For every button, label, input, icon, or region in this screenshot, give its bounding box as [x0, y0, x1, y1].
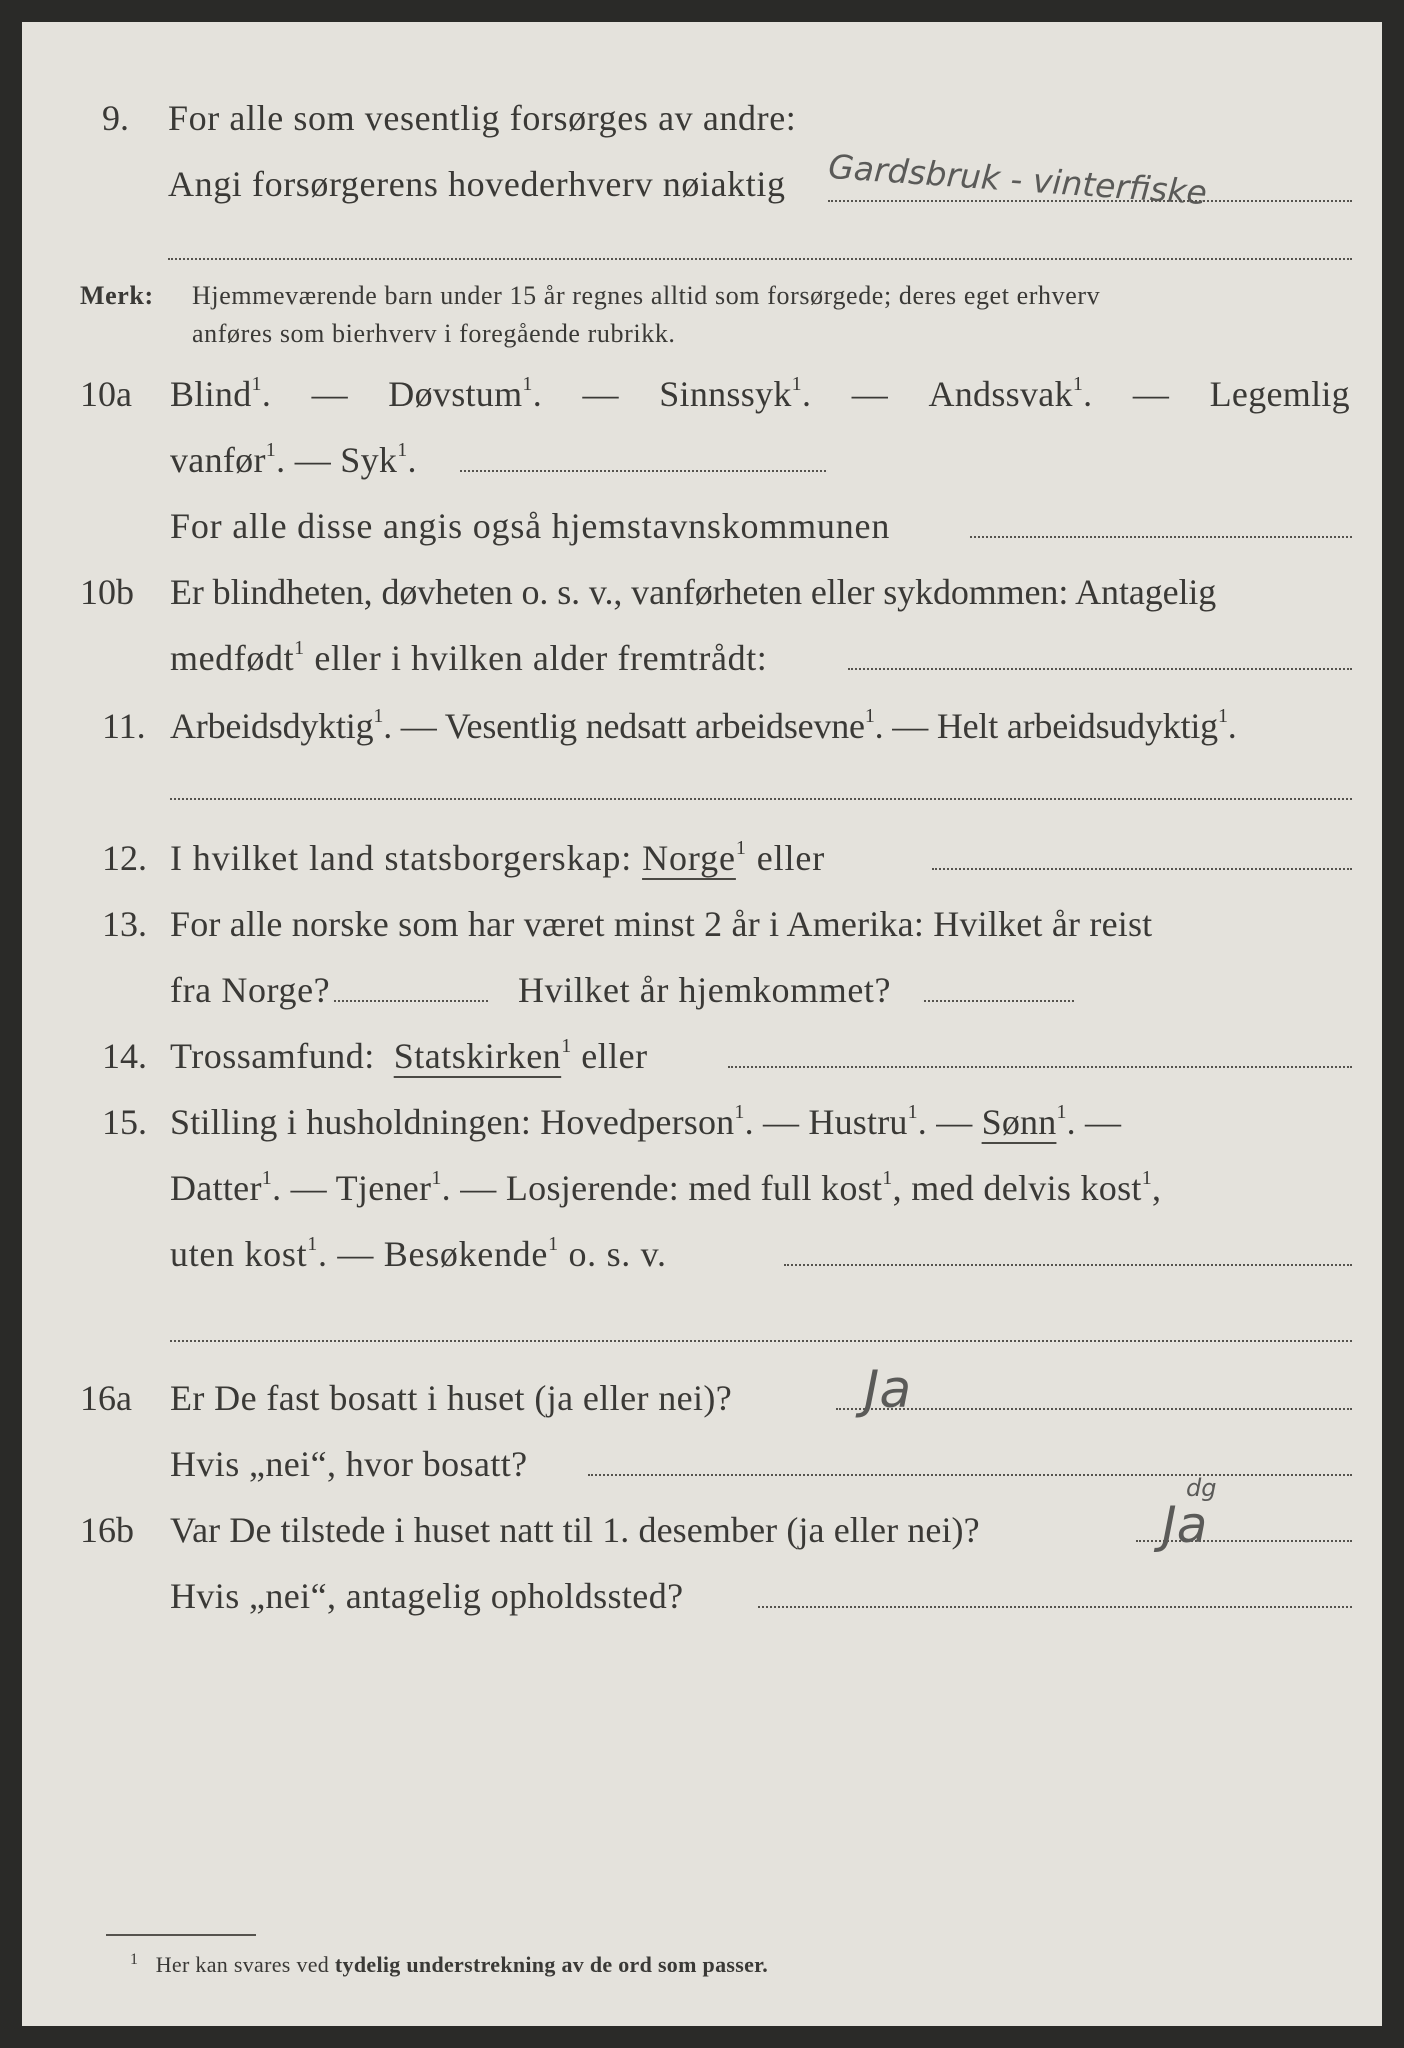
footnote-marker: 1 [130, 1951, 139, 1968]
q16b-line2: Hvis „nei“, antagelig opholdssted? [170, 1576, 684, 1616]
q9-line1: For alle som vesentlig forsørges av andre: [168, 98, 797, 138]
q11-extra-line [170, 798, 1352, 800]
q10a-syk-line [460, 470, 826, 472]
census-form-page [22, 22, 1382, 2026]
q14-underlined-answer: Statskirken [393, 1036, 562, 1076]
q12-line: I hvilket land statsborgerskap: Norge$^1$ eller [170, 837, 826, 878]
q9-number: 9. [102, 98, 129, 138]
q15-number: 15. [102, 1102, 147, 1142]
q12-answer-line [932, 868, 1352, 870]
q16b-handwritten-answer: Ja [1162, 1496, 1208, 1554]
q16b-handwritten-note: dg [1186, 1474, 1217, 1502]
q15-line1: Stilling i husholdningen: Hovedperson$^1$. — Hustru$^1$. — Sønn$^1$. — [170, 1101, 1122, 1142]
q11-line: Arbeidsdyktig$^1$. — Vesentlig nedsatt arbeidsevne$^1$. — Helt arbeidsudyktig$^1$. [170, 705, 1237, 746]
q10a-line3: For alle disse angis også hjemstavnskommunen [170, 506, 891, 546]
q10b-age-line [848, 668, 1352, 670]
q13-line1: For alle norske som har været minst 2 år i Amerika: Hvilket år reist [170, 904, 1153, 944]
option-andssvak: Andssvak [928, 374, 1073, 414]
q9-extra-line [168, 258, 1352, 260]
q15-underlined-answer: Sønn [981, 1102, 1057, 1142]
q10a-number: 10a [80, 374, 132, 414]
q13-hjemkommet-line [924, 1000, 1074, 1002]
q15-extra-line [170, 1340, 1352, 1342]
q10b-line1: Er blindheten, døvheten o. s. v., vanførheten eller sykdommen: Antagelig [170, 572, 1217, 612]
merk-label: Merk: [80, 281, 154, 310]
q9-handwritten-answer: Gardsbruk - vinterfiske [827, 146, 1209, 213]
q10b-number: 10b [80, 572, 134, 612]
q9-line2: Angi forsørgerens hovederhverv nøiaktig [168, 164, 786, 204]
merk-line1: Hjemmeværende barn under 15 år regnes alltid som forsørgede; deres eget erhverv [192, 281, 1101, 310]
q11-number: 11. [102, 706, 146, 746]
q16b-place-line [758, 1606, 1352, 1608]
q16a-number: 16a [80, 1378, 132, 1418]
q14-line: Trossamfund: Statskirken$^1$ eller [170, 1035, 648, 1076]
q9-answer-line [828, 200, 1352, 202]
footnote-rule [106, 1934, 256, 1936]
q15-answer-line [784, 1264, 1352, 1266]
q10a-kommune-line [970, 536, 1352, 538]
q16a-handwritten-answer: Ja [864, 1360, 912, 1420]
merk-line2: anføres som bierhverv i foregående rubrikk. [192, 319, 676, 348]
q16a-where-line [588, 1474, 1352, 1476]
q13-number: 13. [102, 904, 147, 944]
q15-line2: Datter$^1$. — Tjener$^1$. — Losjerende: med full kost$^1$, med delvis kost$^1$, [170, 1167, 1162, 1208]
option-sinnssyk: Sinnssyk [659, 374, 792, 414]
q13-reist-line [334, 1000, 488, 1002]
q13-line2a: fra Norge? [170, 970, 331, 1010]
q12-underlined-answer: Norge [642, 838, 736, 878]
q10b-line2: medfødt$^1$ eller i hvilken alder fremtrådt: [170, 637, 768, 678]
q16a-line2: Hvis „nei“, hvor bosatt? [170, 1444, 528, 1484]
q16b-number: 16b [80, 1510, 134, 1550]
q15-line3: uten kost$^1$. — Besøkende$^1$ o. s. v. [170, 1233, 667, 1274]
option-dovstum: Døvstum [388, 374, 523, 414]
option-blind: Blind [170, 374, 252, 414]
q14-answer-line [728, 1066, 1352, 1068]
q16b-line1: Var De tilstede i huset natt til 1. desember (ja eller nei)? [170, 1510, 980, 1550]
q14-number: 14. [102, 1036, 147, 1076]
footnote: $^1$ Her kan svares ved tydelig understrekning av de ord som passer. [130, 1951, 769, 1977]
q12-number: 12. [102, 838, 147, 878]
q10a-line1: Blind$^1$. — Døvstum$^1$. — Sinnssyk$^1$. — Andssvak$^1$. — Legemlig [170, 373, 1350, 414]
q10a-line2: vanfør$^1$. — Syk$^1$. [170, 439, 417, 480]
q13-line2b: Hvilket år hjemkommet? [518, 970, 892, 1010]
q16a-answer-line [836, 1408, 1352, 1410]
option-legemlig: Legemlig [1209, 374, 1350, 414]
q16a-line1: Er De fast bosatt i huset (ja eller nei)? [170, 1378, 733, 1418]
